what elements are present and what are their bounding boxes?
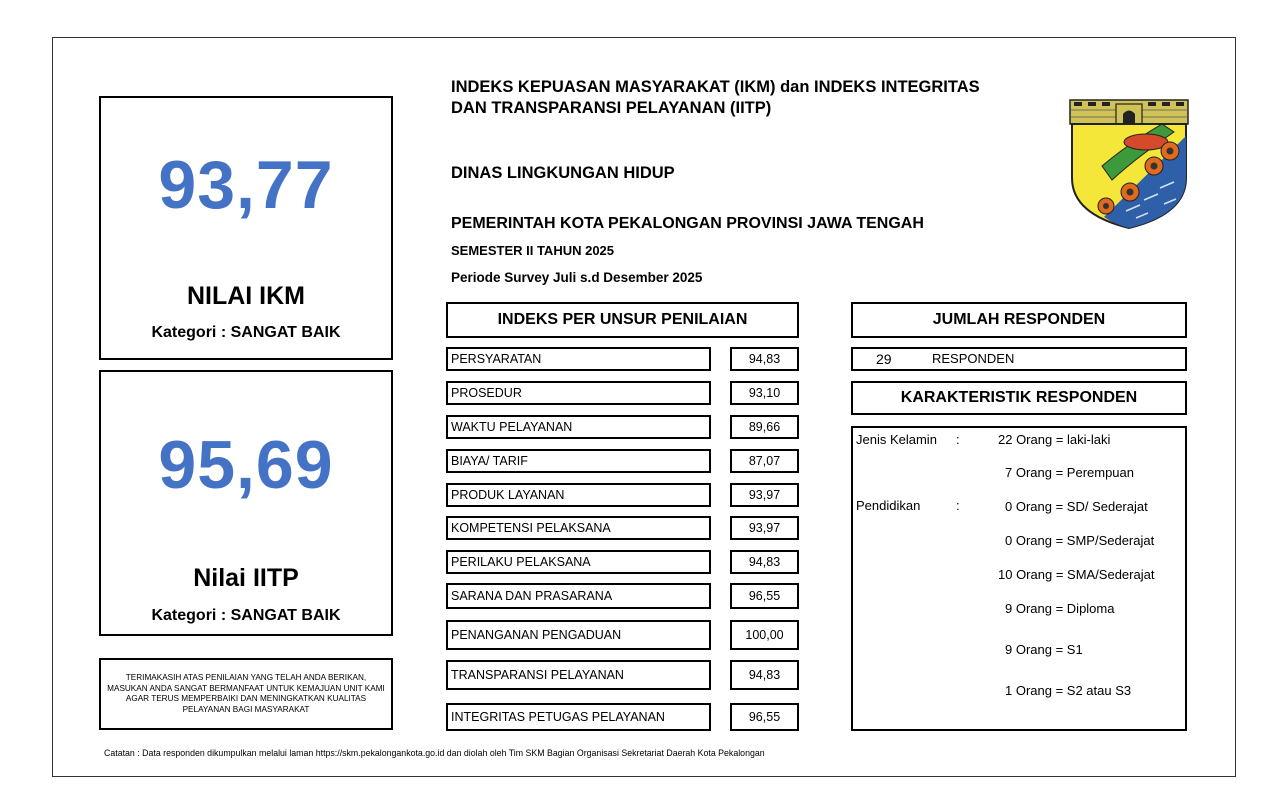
education-sd: 0 Orang = SD/ Sederajat (1005, 499, 1148, 514)
gender-female: 7 Orang = Perempuan (1005, 465, 1134, 480)
responden-count-row (851, 347, 1187, 371)
survey-period: Periode Survey Juli s.d Desember 2025 (451, 270, 703, 285)
unsur-label: SARANA DAN PRASARANA (446, 583, 711, 609)
ikm-score-box (99, 96, 393, 360)
unsur-row (446, 516, 799, 540)
education-label: Pendidikan (856, 498, 921, 513)
unsur-row (446, 550, 799, 574)
unsur-row (446, 660, 799, 690)
unsur-value: 93,97 (730, 483, 799, 507)
unsur-row (446, 620, 799, 650)
iitp-category: Kategori : SANGAT BAIK (151, 607, 341, 624)
unsur-value: 100,00 (730, 620, 799, 650)
unsur-label: PERSYARATAN (446, 347, 711, 371)
ikm-label: NILAI IKM (186, 282, 306, 310)
unsur-row (446, 415, 799, 439)
unsur-row (446, 347, 799, 371)
unsur-row (446, 449, 799, 473)
ikm-category: Kategori : SANGAT BAIK (151, 324, 341, 341)
education-diploma: 9 Orang = Diploma (1005, 601, 1115, 616)
unsur-label: PENANGANAN PENGADUAN (446, 620, 711, 650)
education-smp: 0 Orang = SMP/Sederajat (1005, 533, 1155, 548)
education-s2-s3: 1 Orang = S2 atau S3 (1005, 683, 1132, 698)
thanks-message: TERIMAKASIH ATAS PENILAIAN YANG TELAH ANDA BERIKAN, MASUKAN ANDA SANGAT BERMANFAAT UNTUK KEMAJUAN UNIT KAMI AGAR TERUS MEMPERBAIKI DAN MENINGKATKAN KUALITAS PELAYANAN BAGI MASYARAKAT (99, 658, 393, 730)
unsur-label: TRANSPARANSI PELAYANAN (446, 660, 711, 690)
responden-unit: RESPONDEN (932, 351, 1015, 366)
unsur-heading: INDEKS PER UNSUR PENILAIAN (446, 302, 799, 338)
ikm-value: 93,77 (158, 147, 334, 223)
government-name: PEMERINTAH KOTA PEKALONGAN PROVINSI JAWA TENGAH (451, 215, 924, 232)
unsur-row (446, 381, 799, 405)
unsur-value: 96,55 (730, 703, 799, 731)
karakteristik-heading: KARAKTERISTIK RESPONDEN (851, 381, 1187, 415)
unsur-value: 87,07 (730, 449, 799, 473)
unsur-value: 93,97 (730, 516, 799, 540)
report-title: INDEKS KEPUASAN MASYARAKAT (IKM) dan INDEKS INTEGRITAS DAN TRANSPARANSI PELAYANAN (IITP) (451, 78, 980, 117)
iitp-score-box (99, 370, 393, 636)
unsur-row (446, 583, 799, 609)
gender-male: 22 Orang = laki-laki (998, 432, 1111, 447)
gender-colon: : (956, 432, 960, 447)
department-name: DINAS LINGKUNGAN HIDUP (451, 164, 675, 182)
unsur-label: PERILAKU PELAKSANA (446, 550, 711, 574)
iitp-label: Nilai IITP (193, 564, 299, 592)
education-sma: 10 Orang = SMA/Sederajat (998, 567, 1155, 582)
unsur-value: 89,66 (730, 415, 799, 439)
karakteristik-box (851, 426, 1187, 731)
unsur-row (446, 703, 799, 731)
unsur-value: 94,83 (730, 347, 799, 371)
unsur-label: WAKTU PELAYANAN (446, 415, 711, 439)
unsur-value: 94,83 (730, 660, 799, 690)
unsur-value: 93,10 (730, 381, 799, 405)
responden-heading: JUMLAH RESPONDEN (851, 302, 1187, 338)
semester-label: SEMESTER II TAHUN 2025 (451, 243, 615, 258)
city-emblem-logo (1066, 96, 1192, 230)
unsur-row (446, 483, 799, 507)
education-s1: 9 Orang = S1 (1005, 642, 1083, 657)
education-colon: : (956, 498, 960, 513)
gender-label: Jenis Kelamin (856, 432, 937, 447)
iitp-value: 95,69 (158, 427, 334, 503)
unsur-label: BIAYA/ TARIF (446, 449, 711, 473)
unsur-label: INTEGRITAS PETUGAS PELAYANAN (446, 703, 711, 731)
unsur-label: PROSEDUR (446, 381, 711, 405)
unsur-label: PRODUK LAYANAN (446, 483, 711, 507)
unsur-value: 96,55 (730, 583, 799, 609)
unsur-label: KOMPETENSI PELAKSANA (446, 516, 711, 540)
responden-count: 29 (876, 351, 892, 367)
footnote: Catatan : Data responden dikumpulkan melalui laman https://skm.pekalongankota.go.id dan diolah oleh Tim SKM Bagian Organisasi Sekretariat Daerah Kota Pekalongan (104, 748, 765, 758)
unsur-value: 94,83 (730, 550, 799, 574)
